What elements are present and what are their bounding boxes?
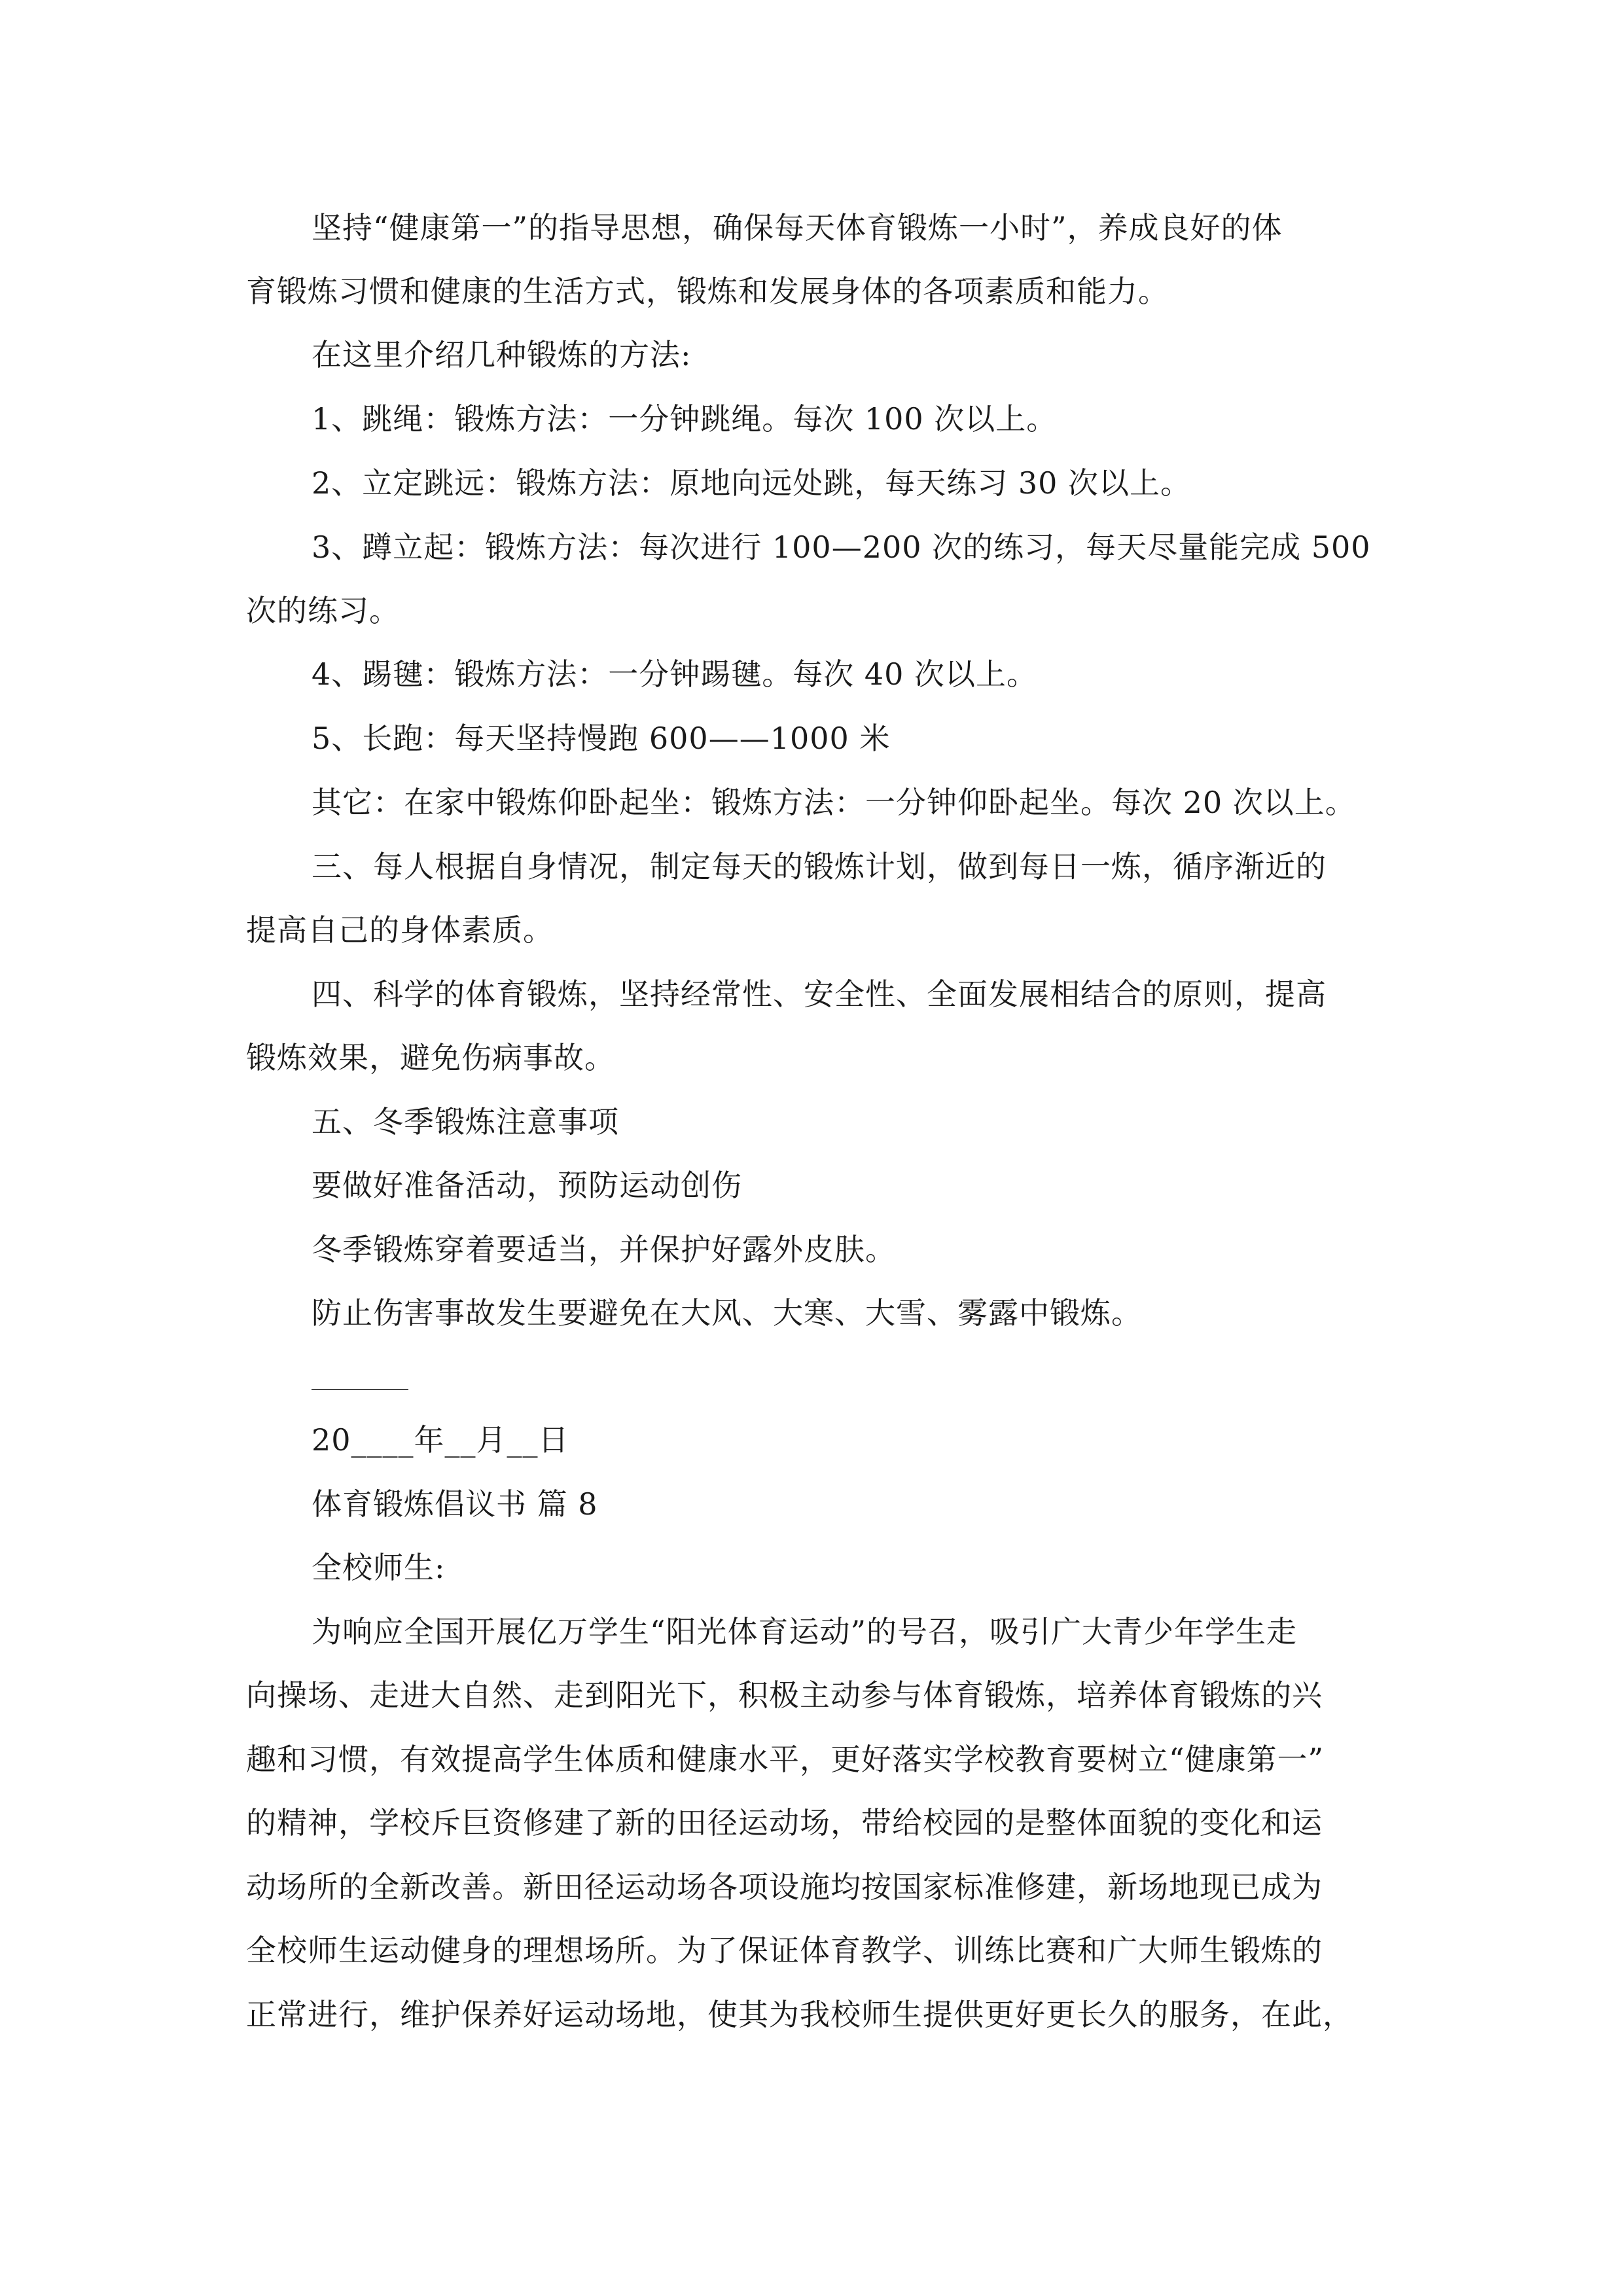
method-squat-line1: 3、蹲立起：锻炼方法：每次进行 100—200 次的练习，每天尽量能完成 500 <box>312 529 1371 565</box>
method-long-run: 5、长跑：每天坚持慢跑 600——1000 米 <box>312 721 891 756</box>
section5-item2: 冬季锻炼穿着要适当，并保护好露外皮肤。 <box>312 1232 896 1267</box>
section3-line1: 三、每人根据自身情况，制定每天的锻炼计划，做到每日一炼，循序渐近的 <box>312 849 1327 884</box>
para1-line1: 坚持“健康第一”的指导思想，确保每天体育锻炼一小时”，养成良好的体 <box>312 210 1283 245</box>
body2-line7: 正常进行，维护保养好运动场地，使其为我校师生提供更好更长久的服务，在此， <box>246 1997 1353 2032</box>
method-standing-long-jump: 2、立定跳远：锻炼方法：原地向远处跳，每天练习 30 次以上。 <box>312 465 1192 501</box>
body2-line5: 动场所的全新改善。新田径运动场各项设施均按国家标准修建，新场地现已成为 <box>246 1869 1323 1905</box>
section4-line2: 锻炼效果，避免伤病事故。 <box>246 1040 615 1075</box>
section5-title: 五、冬季锻炼注意事项 <box>312 1104 619 1139</box>
heading-section-8: 体育锻炼倡议书 篇 8 <box>312 1486 598 1522</box>
signature-date: 20____年__月__日 <box>312 1422 569 1458</box>
section5-item1: 要做好准备活动，预防运动创伤 <box>312 1168 742 1203</box>
body2-line6: 全校师生运动健身的理想场所。为了保证体育教学、训练比赛和广大师生锻炼的 <box>246 1933 1323 1968</box>
para1-line2: 育锻炼习惯和健康的生活方式，锻炼和发展身体的各项素质和能力。 <box>246 274 1169 309</box>
body2-line3: 趣和习惯，有效提高学生体质和健康水平，更好落实学校教育要树立“健康第一” <box>246 1742 1325 1777</box>
method-shuttlecock: 4、踢毽：锻炼方法：一分钟踢毽。每次 40 次以上。 <box>312 656 1038 692</box>
method-squat-line2: 次的练习。 <box>246 593 400 628</box>
body2-line2: 向操场、走进大自然、走到阳光下，积极主动参与体育锻炼，培养体育锻炼的兴 <box>246 1677 1323 1713</box>
body2-line1: 为响应全国开展亿万学生“阳光体育运动”的号召，吸引广大青少年学生走 <box>312 1614 1298 1649</box>
body2-line4: 的精神，学校斥巨资修建了新的田径运动场，带给校园的是整体面貌的变化和运 <box>246 1805 1323 1840</box>
method-jump-rope: 1、跳绳：锻炼方法：一分钟跳绳。每次 100 次以上。 <box>312 401 1058 437</box>
section4-line1: 四、科学的体育锻炼，坚持经常性、安全性、全面发展相结合的原则，提高 <box>312 977 1327 1012</box>
signature-line <box>312 1389 408 1390</box>
section5-item3: 防止伤害事故发生要避免在大风、大寒、大雪、雾露中锻炼。 <box>312 1295 1142 1331</box>
section3-line2: 提高自己的身体素质。 <box>246 912 554 948</box>
salutation: 全校师生: <box>312 1550 446 1585</box>
method-other-situps: 其它：在家中锻炼仰卧起坐：锻炼方法：一分钟仰卧起坐。每次 20 次以上。 <box>312 785 1356 820</box>
methods-intro: 在这里介绍几种锻炼的方法: <box>312 337 692 372</box>
